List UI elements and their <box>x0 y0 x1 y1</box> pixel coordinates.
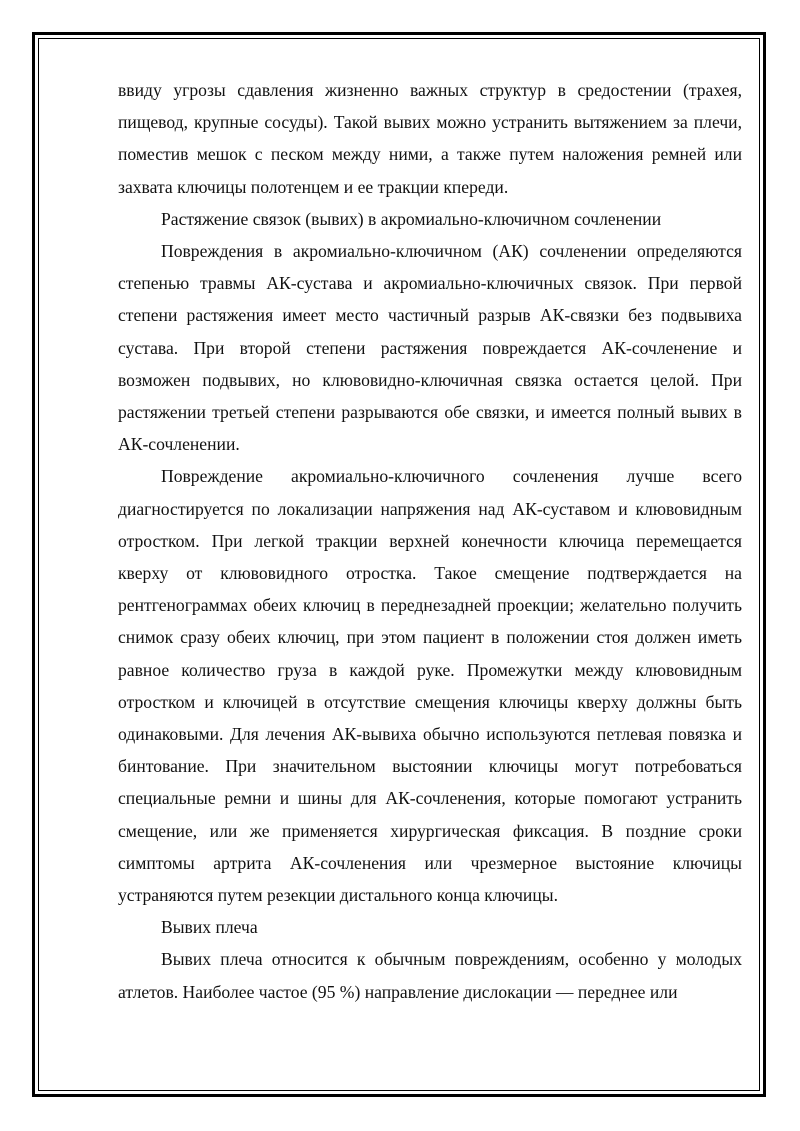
paragraph-ac-injury-grades: Повреждения в акромиально-ключичном (АК) сочленении определяются степенью травмы АК-сустава и акромиально-ключичных связок. При первой степени растяжения имеет место частичный разрыв АК-связки без подвывиха сустава. При второй степени растяжения повреждается АК-сочленение и возможен подвывих, но клювовидно-ключичная связка остается целой. При растяжении третьей степени разрываются обе связки, и имеется полный вывих в АК-сочленении. <box>118 241 742 455</box>
section-heading-shoulder-dislocation: Вывих плеча <box>161 917 258 938</box>
paragraph-ac-diagnosis-treatment: Повреждение акромиально-ключичного сочленения лучше всего диагностируется по локализации напряжения над АК-суставом и клювовидным отростком. При легкой тракции верхней конечности ключица перемещается кверху от клювовидного отростка. Такое смещение подтверждается на рентгенограммах обеих ключиц в переднезадней проекции; желательно получить снимок сразу обеих ключиц, при этом пациент в положении стоя должен иметь равное количество груза в каждой руке. Промежутки между клювовидным отростком и ключицей в отсутствие смещения ключицы кверху должны быть одинаковыми. Для лечения АК-вывиха обычно используются петлевая повязка и бинтование. При значительном выстоянии ключицы могут потребоваться специальные ремни и шины для АК-сочленения, которые помогают устранить смещение, или же применяется хирургическая фиксация. В поздние сроки симптомы артрита АК-сочленения или чрезмерное выстояние ключицы устраняются путем резекции дистального конца ключицы. <box>118 466 742 906</box>
section-heading-ac-joint: Растяжение связок (вывих) в акромиально-ключичном сочленении <box>161 208 662 229</box>
paragraph-shoulder-dislocation: Вывих плеча относится к обычным повреждениям, особенно у молодых атлетов. Наиболее частое (95 %) направление дислокации — переднее или <box>118 949 742 1002</box>
paragraph-continuation: ввиду угрозы сдавления жизненно важных структур в средостении (трахея, пищевод, крупные сосуды). Такой вывих можно устранить вытяжением за плечи, поместив мешок с песком между ними, а также путем наложения ремней или захвата ключицы полотенцем и ее тракции кпереди. <box>118 80 742 197</box>
document-body <box>118 74 742 1008</box>
